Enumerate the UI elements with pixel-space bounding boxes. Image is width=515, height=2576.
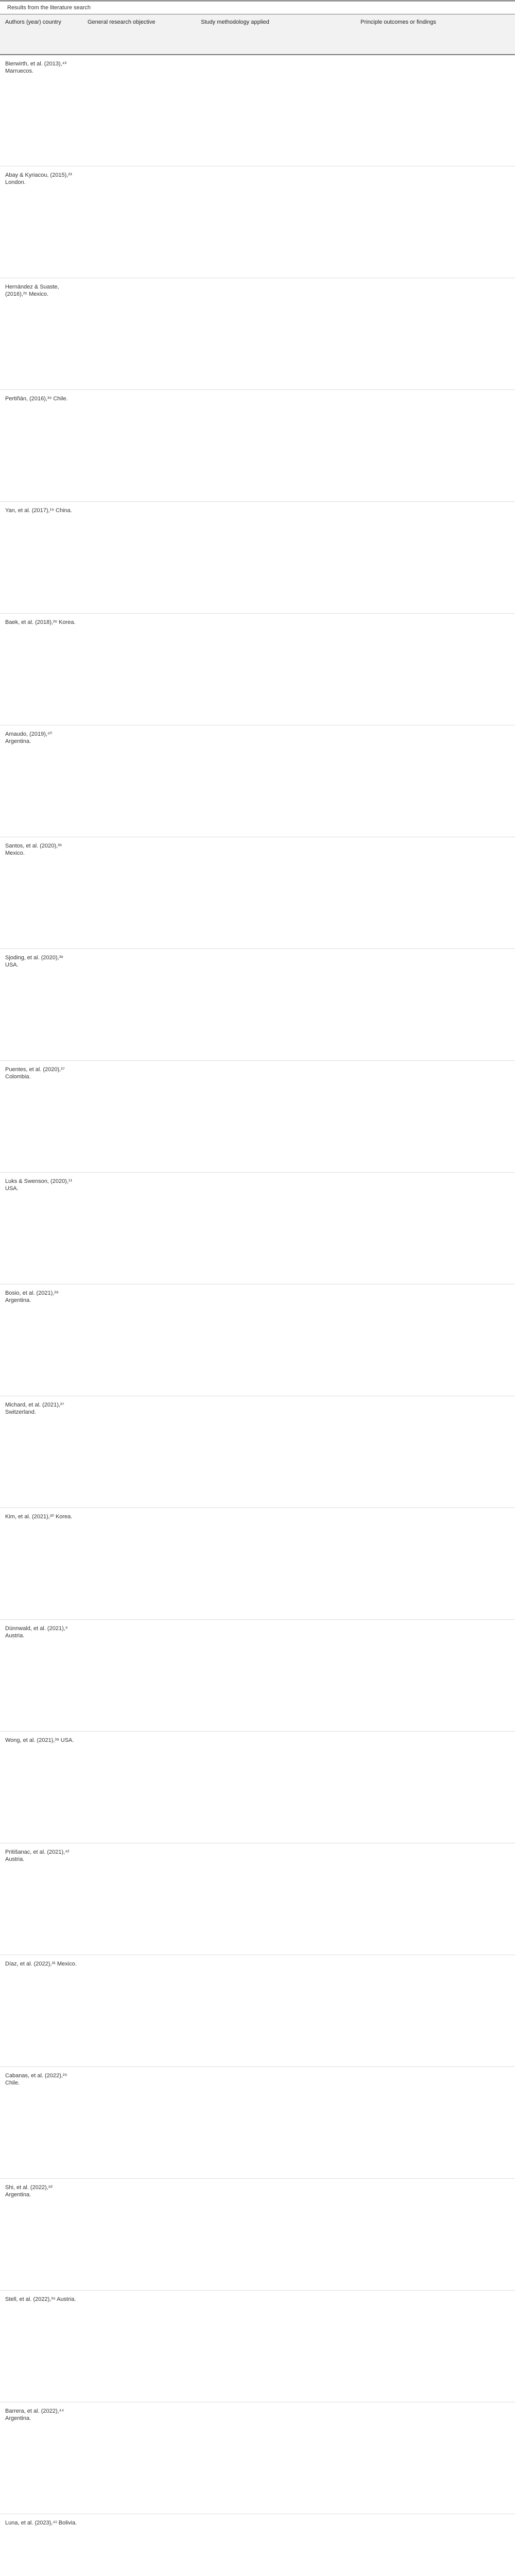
cell-outcomes xyxy=(355,2179,515,2291)
table-row xyxy=(0,1955,515,2067)
cell-methodology xyxy=(196,1955,355,2067)
header-objective: General research objective xyxy=(88,19,156,25)
cell-methodology xyxy=(196,2514,355,2576)
table-row xyxy=(0,1508,515,1620)
cell-author: Hernández & Suaste, (2016),²⁵ Mexico. xyxy=(5,284,59,297)
cell-author: Amaudo, (2019),⁴⁰ Argentina. xyxy=(5,731,53,744)
cell-objective xyxy=(82,1843,196,1955)
cell-methodology xyxy=(196,2291,355,2402)
cell-objective xyxy=(82,837,196,949)
header-outcomes: Principle outcomes or findings xyxy=(360,19,436,25)
table-row xyxy=(0,2179,515,2291)
cell-objective xyxy=(82,2179,196,2291)
cell-author: Díaz, et al. (2022),³¹ Mexico. xyxy=(5,1961,77,1967)
cell-author: Puentes, et al. (2020),²⁷ Colombia. xyxy=(5,1066,65,1080)
cell-methodology xyxy=(196,278,355,390)
cell-methodology xyxy=(196,390,355,502)
header-methodology: Study methodology applied xyxy=(201,19,269,25)
cell-author: Dünnwald, et al. (2021),⁹ Austria. xyxy=(5,1625,68,1639)
cell-objective xyxy=(82,502,196,614)
cell-objective xyxy=(82,949,196,1061)
cell-author: Luks & Swenson, (2020),¹¹ USA. xyxy=(5,1178,73,1192)
cell-objective xyxy=(82,1173,196,1284)
cell-methodology xyxy=(196,1396,355,1508)
cell-methodology xyxy=(196,2179,355,2291)
cell-objective xyxy=(82,1732,196,1843)
cell-author: Michard, et al. (2021),²⁷ Switzerland. xyxy=(5,1402,64,1415)
table-row xyxy=(0,502,515,614)
cell-outcomes xyxy=(355,55,515,166)
cell-objective xyxy=(82,1508,196,1620)
cell-objective xyxy=(82,390,196,502)
cell-objective xyxy=(82,2402,196,2514)
cell-methodology xyxy=(196,55,355,166)
cell-outcomes xyxy=(355,502,515,614)
header-row xyxy=(0,14,515,55)
cell-author: Bosio, et al. (2021),²⁸ Argentina. xyxy=(5,1290,59,1303)
cell-author: Shi, et al. (2022),⁸² Argentina. xyxy=(5,2184,53,2198)
cell-methodology xyxy=(196,502,355,614)
cell-objective xyxy=(82,278,196,390)
cell-methodology xyxy=(196,1843,355,1955)
cell-outcomes xyxy=(355,614,515,725)
cell-author: Baek, et al. (2018),²⁶ Korea. xyxy=(5,619,76,625)
table-row xyxy=(0,2402,515,2514)
cell-author: Abay & Kyriacou, (2015),²³ London. xyxy=(5,172,72,185)
cell-outcomes xyxy=(355,278,515,390)
table-row xyxy=(0,390,515,502)
table-row xyxy=(0,2514,515,2576)
cell-outcomes xyxy=(355,166,515,278)
cell-outcomes xyxy=(355,1732,515,1843)
table-row xyxy=(0,1843,515,1955)
cell-outcomes xyxy=(355,949,515,1061)
cell-outcomes xyxy=(355,390,515,502)
cell-outcomes xyxy=(355,837,515,949)
cell-author: Cabanas, et al. (2022),²⁹ Chile. xyxy=(5,2073,67,2086)
cell-methodology xyxy=(196,837,355,949)
table-row xyxy=(0,837,515,949)
cell-objective xyxy=(82,1061,196,1173)
cell-methodology xyxy=(196,1508,355,1620)
cell-outcomes xyxy=(355,1508,515,1620)
cell-outcomes xyxy=(355,725,515,837)
header-authors: Authors (year) country xyxy=(5,19,61,25)
cell-objective xyxy=(82,1955,196,2067)
table-row xyxy=(0,1620,515,1732)
cell-methodology xyxy=(196,166,355,278)
cell-methodology xyxy=(196,1284,355,1396)
cell-outcomes xyxy=(355,1955,515,2067)
cell-methodology xyxy=(196,725,355,837)
table-row xyxy=(0,1284,515,1396)
cell-author: Sjoding, et al. (2020),³⁸ USA. xyxy=(5,955,63,968)
cell-outcomes xyxy=(355,2402,515,2514)
table-row xyxy=(0,1061,515,1173)
cell-objective xyxy=(82,55,196,166)
cell-objective xyxy=(82,166,196,278)
cell-outcomes xyxy=(355,2291,515,2402)
cell-outcomes xyxy=(355,1284,515,1396)
cell-outcomes xyxy=(355,1620,515,1732)
cell-objective xyxy=(82,1620,196,1732)
cell-author: Stell, et al. (2022),³⁴ Austria. xyxy=(5,2296,76,2302)
cell-author: Bierwirth, et al. (2013),⁴³ Marruecos. xyxy=(5,60,67,74)
table-row xyxy=(0,614,515,725)
cell-outcomes xyxy=(355,2514,515,2576)
cell-outcomes xyxy=(355,1061,515,1173)
cell-author: Santos, et al. (2020),³⁶ Mexico. xyxy=(5,843,62,856)
table-row xyxy=(0,278,515,390)
cell-methodology xyxy=(196,1620,355,1732)
cell-objective xyxy=(82,2291,196,2402)
cell-outcomes xyxy=(355,1396,515,1508)
cell-objective xyxy=(82,614,196,725)
cell-methodology xyxy=(196,949,355,1061)
table-row xyxy=(0,2291,515,2402)
table-row xyxy=(0,55,515,166)
cell-outcomes xyxy=(355,1843,515,1955)
cell-author: Barrera, et al. (2022),⁴⁴ Argentina. xyxy=(5,2408,64,2421)
cell-author: Kim, et al. (2021),³⁰ Korea. xyxy=(5,1514,73,1520)
table-row xyxy=(0,2067,515,2179)
table-row xyxy=(0,1173,515,1284)
cell-author: Wong, et al. (2021),³⁸ USA. xyxy=(5,1737,74,1743)
table-row xyxy=(0,166,515,278)
table-row xyxy=(0,725,515,837)
cell-outcomes xyxy=(355,1173,515,1284)
cell-author: Luna, et al. (2023),⁴¹ Bolivia. xyxy=(5,2520,77,2526)
cell-author: Pertiñán, (2016),³⁹ Chile. xyxy=(5,396,68,402)
cell-author: Yan, et al. (2017),¹⁹ China. xyxy=(5,507,72,514)
cell-objective xyxy=(82,725,196,837)
table-row xyxy=(0,949,515,1061)
cell-objective xyxy=(82,1284,196,1396)
cell-objective xyxy=(82,2514,196,2576)
cell-methodology xyxy=(196,614,355,725)
table-row xyxy=(0,1396,515,1508)
cell-objective xyxy=(82,2067,196,2179)
cell-author: Pritišanac, et al. (2021),⁴² Austria. xyxy=(5,1849,70,1862)
cell-methodology xyxy=(196,2402,355,2514)
cell-methodology xyxy=(196,1061,355,1173)
cell-methodology xyxy=(196,1732,355,1843)
literature-table xyxy=(0,14,515,2576)
table-caption: Results from the literature search xyxy=(0,0,515,14)
cell-methodology xyxy=(196,1173,355,1284)
cell-outcomes xyxy=(355,2067,515,2179)
cell-methodology xyxy=(196,2067,355,2179)
table-row xyxy=(0,1732,515,1843)
cell-objective xyxy=(82,1396,196,1508)
